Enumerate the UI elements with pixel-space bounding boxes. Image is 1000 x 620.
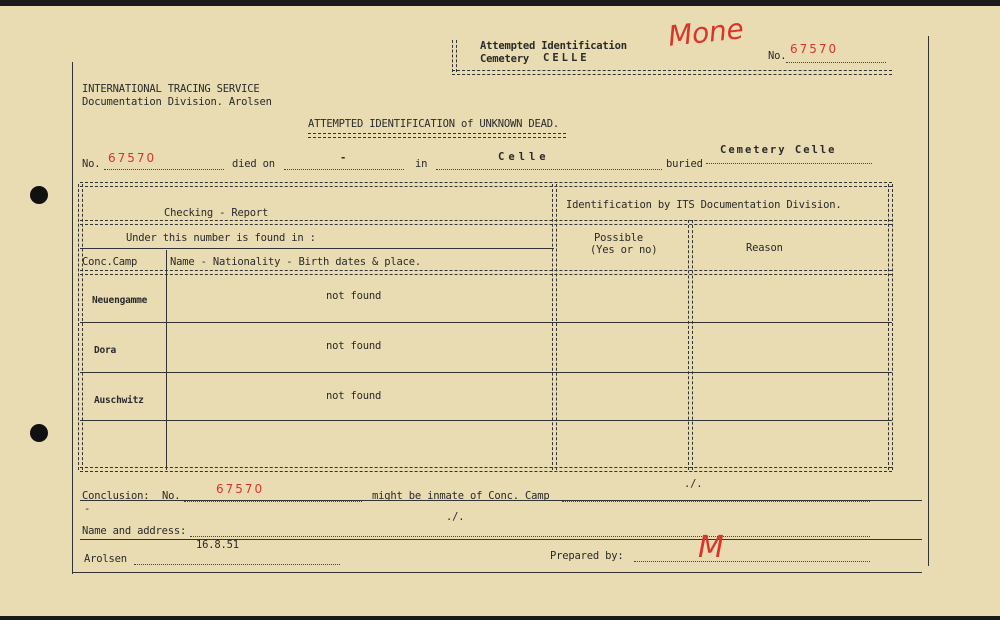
- conclusion-label: Conclusion:: [82, 490, 150, 502]
- died-on-label: died on: [232, 158, 275, 170]
- reason-header: Reason: [746, 242, 783, 254]
- org-name: INTERNATIONAL TRACING SERVICE: [82, 83, 260, 95]
- corner-no-label: No.: [768, 50, 787, 62]
- red-annotation: Mone: [666, 12, 745, 53]
- possible-header-line1: Possible: [594, 232, 643, 244]
- inmate-value-2: ./.: [446, 511, 465, 523]
- date-value: 16.8.51: [196, 539, 239, 551]
- frame-right-line: [928, 36, 929, 566]
- corner-title: Attempted Identification: [480, 40, 627, 52]
- row-result: not found: [326, 340, 382, 352]
- corner-cemetery-label: Cemetery: [480, 53, 529, 65]
- prepared-by-dots: [634, 561, 870, 562]
- table-possible-divider: [688, 220, 693, 470]
- died-on-dots: [284, 169, 404, 170]
- place-label: Arolsen: [84, 553, 127, 565]
- in-label: in: [415, 158, 428, 170]
- prepared-by-label: Prepared by:: [550, 550, 624, 562]
- row-divider: [80, 372, 892, 373]
- table-top-border: [80, 182, 892, 187]
- corner-no-value: 67570: [790, 42, 839, 56]
- corner-cemetery-name: CELLE: [543, 52, 590, 64]
- row-result: not found: [326, 390, 382, 402]
- footer-rule-1: [80, 500, 922, 501]
- inmate-label: might be inmate of Conc. Camp: [372, 490, 550, 502]
- corner-box-bottom-border: [452, 70, 892, 75]
- header-divider-2: [80, 248, 554, 249]
- header-divider-1: [80, 220, 892, 225]
- row-divider: [80, 420, 892, 421]
- corner-box-left-border: [452, 40, 457, 72]
- corner-no-dots: [786, 62, 886, 63]
- row-camp: Neuengamme: [92, 295, 148, 306]
- name-address-label: Name and address:: [82, 525, 187, 537]
- camp-column-header: Conc.Camp: [82, 256, 138, 268]
- prepared-by-initial: M: [698, 530, 724, 565]
- table-right-border: [888, 184, 893, 470]
- record-no-label: No.: [82, 158, 101, 170]
- conclusion-no-value: 67570: [216, 482, 265, 496]
- identification-heading: Identification by ITS Documentation Division.: [566, 199, 842, 211]
- buried-value: Cemetery Celle: [720, 144, 837, 156]
- table-left-border: [78, 184, 83, 470]
- table-section-divider: [552, 184, 557, 470]
- document-title: ATTEMPTED IDENTIFICATION of UNKNOWN DEAD.: [308, 118, 559, 130]
- record-no-value: 67570: [108, 151, 157, 165]
- under-number-label: Under this number is found in :: [126, 232, 316, 244]
- in-dots: [436, 169, 662, 170]
- frame-left-line: [72, 62, 73, 574]
- index-card: [0, 6, 1000, 616]
- died-on-value: -: [340, 152, 347, 164]
- name-address-dots: [190, 536, 870, 537]
- punch-hole-upper: [30, 186, 48, 204]
- footer-dash: -: [84, 503, 91, 515]
- inmate-value: ./.: [684, 478, 703, 490]
- inmate-dots: [562, 501, 870, 502]
- conclusion-no-label: No.: [162, 490, 181, 502]
- possible-header-line2: (Yes or no): [590, 244, 658, 256]
- row-camp: Auschwitz: [94, 395, 144, 406]
- title-underline: [308, 133, 566, 138]
- row-camp: Dora: [94, 345, 117, 356]
- row-result: not found: [326, 290, 382, 302]
- row-divider: [80, 322, 892, 323]
- checking-report-heading: Checking - Report: [164, 207, 269, 219]
- name-column-header: Name - Nationality - Birth dates & place.: [170, 256, 421, 268]
- org-division: Documentation Division. Arolsen: [82, 96, 272, 108]
- conclusion-no-dots: [184, 501, 362, 502]
- header-divider-3: [80, 270, 892, 275]
- frame-bottom-line: [72, 572, 922, 573]
- buried-dots: [706, 163, 872, 164]
- punch-hole-lower: [30, 424, 48, 442]
- table-camp-divider: [166, 250, 167, 470]
- table-bottom-border: [80, 467, 892, 472]
- date-dots: [134, 564, 340, 565]
- in-value: Celle: [498, 151, 550, 163]
- record-no-dots: [104, 169, 224, 170]
- buried-label: buried: [666, 158, 703, 170]
